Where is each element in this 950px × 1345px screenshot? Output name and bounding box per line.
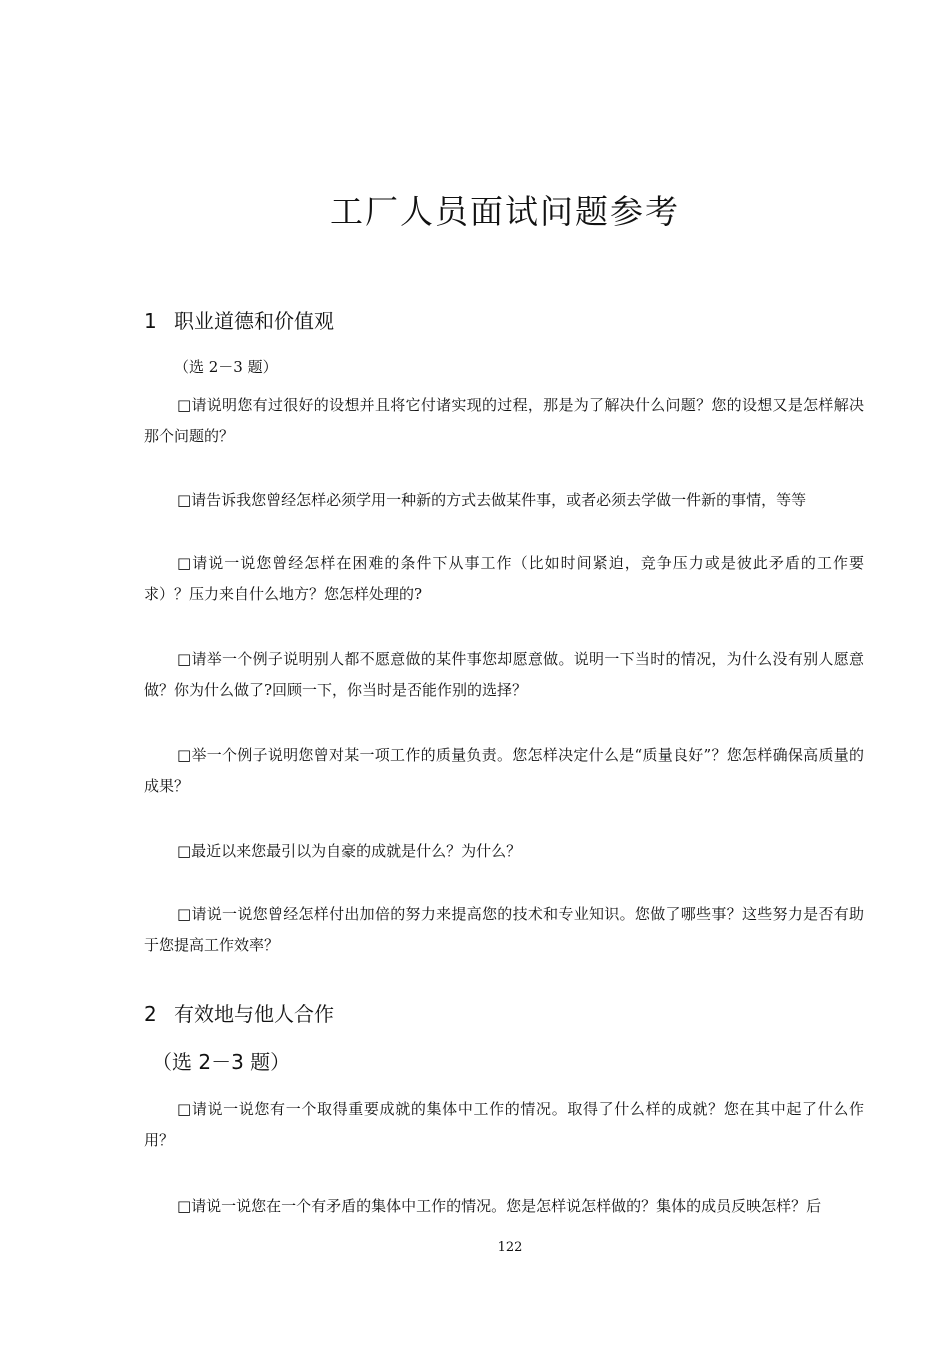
section-number: 1: [144, 309, 157, 333]
question-item: □最近以来您最引以为自豪的成就是什么？为什么？: [177, 842, 522, 860]
question-item: □举一个例子说明您曾对某一项工作的质量负责。您怎样决定什么是“质量良好”？您怎样确保高质量的成果？: [144, 746, 864, 795]
section-heading-1: [144, 305, 334, 334]
question-item: □请说明您有过很好的设想并且将它付诸实现的过程，那是为了解决什么问题？您的设想又是怎样解决那个问题的？: [144, 396, 864, 445]
document-title: 工厂人员面试问题参考: [330, 192, 680, 231]
selection-note: （选 2－3 题）: [152, 1050, 291, 1074]
section-heading-2: [144, 998, 334, 1027]
page-number: 122: [497, 1240, 523, 1255]
section-number: 2: [144, 1002, 157, 1026]
question-item: □请说一说您有一个取得重要成就的集体中工作的情况。取得了什么样的成就？您在其中起了什么作用？: [144, 1100, 864, 1149]
section-title: 职业道德和价值观: [174, 309, 334, 333]
question-item: □请说一说您曾经怎样付出加倍的努力来提高您的技术和专业知识。您做了哪些事？这些努力是否有助于您提高工作效率？: [144, 905, 864, 954]
question-item: □请说一说您曾经怎样在困难的条件下从事工作（比如时间紧迫，竞争压力或是彼此矛盾的工作要求）？压力来自什么地方？您怎样处理的?: [144, 554, 864, 603]
question-item: □请告诉我您曾经怎样必须学用一种新的方式去做某件事，或者必须去学做一件新的事情，等等: [177, 491, 807, 509]
section-title: 有效地与他人合作: [174, 1002, 334, 1026]
question-item: □请说一说您在一个有矛盾的集体中工作的情况。您是怎样说怎样做的？集体的成员反映怎样？后: [177, 1197, 822, 1215]
selection-note: （选 2－3 题）: [174, 358, 278, 376]
question-item: □请举一个例子说明别人都不愿意做的某件事您却愿意做。说明一下当时的情况，为什么没有别人愿意做？你为什么做了?回顾一下，你当时是否能作别的选择？: [144, 650, 864, 699]
